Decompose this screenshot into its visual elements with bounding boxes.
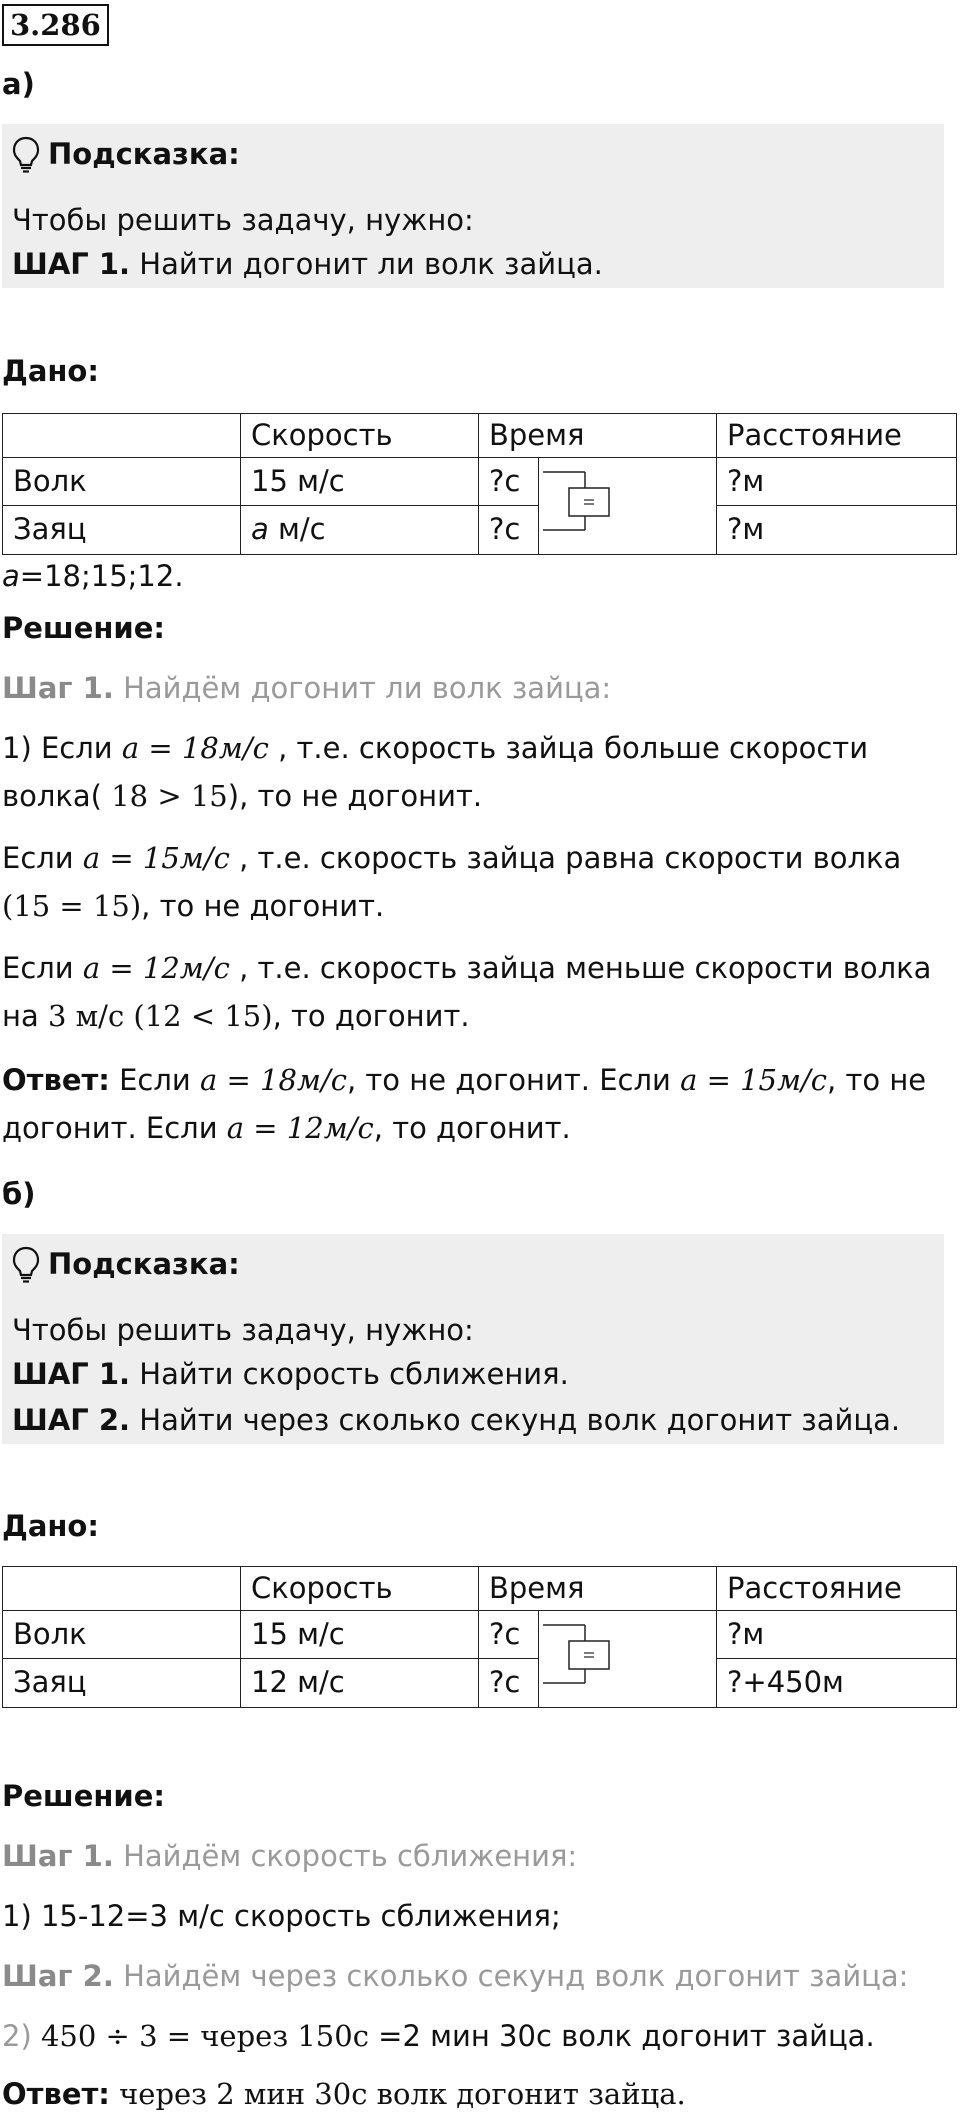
given-table-a [2,413,957,555]
bracket-equal-icon [539,1611,715,1697]
solution-line-4: (15 = 15), то не догонит. [2,889,385,923]
lightbulb-icon [12,136,40,174]
hint-intro: Чтобы решить задачу, нужно: [12,1313,474,1347]
given-table-b [2,1566,957,1708]
part-b-label: б) [2,1177,36,1211]
table-row: Волк 15 м/с ?с ?м [3,1611,957,1659]
step1-a: Шаг 1. Найдём догонит ли волк зайца: [2,671,612,705]
table-header-row: Скорость Время Расстояние [3,1567,957,1611]
step2-b-line: 2) 450 ÷ 3 = через 150с =2 мин 30с волк догонит зайца. [2,2019,875,2053]
solution-line-6: на 3 м/с (12 < 15), то догонит. [2,999,470,1033]
hint-step-2: ШАГ 2. Найти через сколько секунд волк догонит зайца. [12,1403,901,1437]
hint-intro: Чтобы решить задачу, нужно: [12,203,474,237]
a-values: a=18;15;12. [2,559,184,593]
lightbulb-icon [12,1246,40,1284]
solution-line-2: волка( 18 > 15), то не догонит. [2,779,483,813]
answer-a-line-1: Ответ: Если a = 18м/с, то не догонит. Если a = 15м/с, то не [2,1063,927,1097]
table-header-row: Скорость Время Расстояние [3,414,957,458]
answer-a-line-2: догонит. Если a = 12м/с, то догонит. [2,1111,571,1145]
solution-label-a: Решение: [2,611,166,645]
step1-b: Шаг 1. Найдём скорость сближения: [2,1839,578,1873]
hint-title: Подсказка: [12,136,240,174]
equal-time-diagram [539,458,717,555]
solution-label-b: Решение: [2,1779,166,1813]
equal-time-diagram [539,1611,717,1708]
solution-line-1: 1) Если a = 18м/с , т.е. скорость зайца больше скорости [2,731,869,765]
solution-line-5: Если a = 12м/с , т.е. скорость зайца меньше скорости волка [2,951,932,985]
part-b-hint-box [2,1234,944,1444]
hint-step-1: ШАГ 1. Найти скорость сближения. [12,1357,569,1391]
table-row: Заяц 12 м/с ?с ?+450м [3,1659,957,1707]
part-a-label: а) [2,67,35,101]
answer-b: Ответ: через 2 мин 30с волк догонит зайца. [2,2077,686,2111]
solution-line-3: Если a = 15м/с , т.е. скорость зайца равна скорости волка [2,841,902,875]
table-row: Волк 15 м/с ?с ?м [3,458,957,506]
problem-number: 3.286 [2,4,109,46]
step2-b: Шаг 2. Найдём через сколько секунд волк догонит зайца: [2,1959,909,1993]
given-label-a: Дано: [2,354,99,388]
step1-b-line: 1) 15-12=3 м/с скорость сближения; [2,1899,561,1933]
hint-title: Подсказка: [12,1246,240,1284]
part-a-hint-box [2,124,944,288]
bracket-equal-icon [539,458,715,544]
hint-step-1: ШАГ 1. Найти догонит ли волк зайца. [12,247,603,281]
given-label-b: Дано: [2,1509,99,1543]
table-row: Заяц a м/с ?с ?м [3,506,957,554]
